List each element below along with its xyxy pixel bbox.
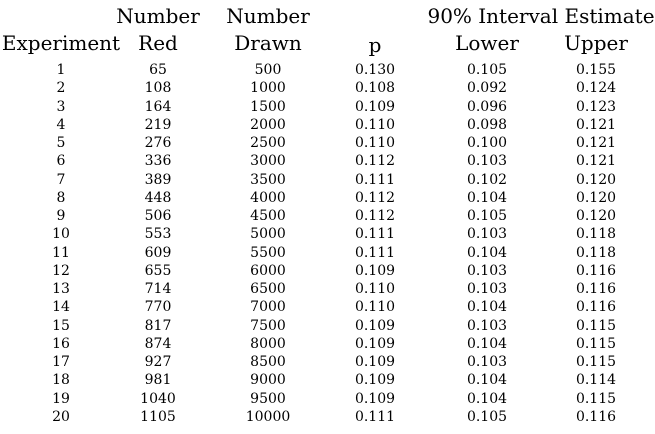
cell-lower: 0.103 — [466, 354, 508, 370]
header-interval-estimate: 90% Interval Estimate — [427, 4, 655, 28]
cell-p: 0.109 — [354, 262, 396, 279]
header-experiment: Experiment — [1, 31, 121, 55]
cell-experiment: 3 — [56, 98, 66, 115]
table-row — [0, 244, 655, 262]
cell-lower: 0.102 — [466, 171, 508, 188]
cell-upper: 0.115 — [575, 354, 617, 370]
cell-upper: 0.120 — [575, 208, 617, 224]
cell-experiment: 18 — [52, 372, 70, 389]
cell-upper: 0.118 — [575, 226, 617, 243]
table-row — [0, 207, 655, 225]
table-row — [0, 189, 655, 207]
cell-p: 0.109 — [354, 335, 396, 352]
cell-red: 164 — [144, 98, 172, 115]
header-upper: Upper — [564, 31, 628, 55]
cell-p: 0.109 — [354, 372, 396, 389]
cell-upper: 0.120 — [575, 171, 617, 188]
cell-experiment: 16 — [52, 335, 70, 352]
cell-p: 0.109 — [354, 354, 396, 370]
table-row — [0, 152, 655, 170]
cell-lower: 0.105 — [466, 208, 508, 224]
cell-drawn: 9000 — [250, 372, 286, 389]
table-row — [0, 408, 655, 426]
cell-drawn: 6000 — [250, 262, 286, 279]
cell-lower: 0.104 — [466, 335, 508, 352]
cell-drawn: 7500 — [250, 317, 286, 334]
cell-p: 0.110 — [354, 135, 396, 151]
cell-lower: 0.103 — [466, 153, 508, 170]
cell-p: 0.112 — [354, 189, 396, 206]
cell-red: 609 — [144, 244, 172, 261]
cell-experiment: 12 — [52, 262, 70, 279]
cell-lower: 0.104 — [466, 189, 508, 206]
cell-experiment: 6 — [56, 153, 66, 170]
cell-lower: 0.098 — [466, 116, 508, 133]
cell-p: 0.111 — [354, 226, 396, 243]
cell-upper: 0.121 — [575, 116, 617, 133]
cell-experiment: 10 — [52, 226, 70, 243]
table-row — [0, 390, 655, 408]
cell-red: 389 — [144, 171, 172, 188]
cell-upper: 0.121 — [575, 153, 617, 170]
cell-drawn: 7000 — [250, 299, 286, 316]
cell-p: 0.109 — [354, 390, 396, 407]
cell-red: 927 — [144, 354, 172, 370]
cell-lower: 0.104 — [466, 299, 508, 316]
cell-lower: 0.105 — [466, 408, 508, 425]
header-number-drawn-top: Number — [226, 4, 310, 28]
table-row — [0, 298, 655, 316]
table-row — [0, 79, 655, 97]
cell-upper: 0.116 — [575, 299, 617, 316]
cell-lower: 0.103 — [466, 317, 508, 334]
cell-experiment: 20 — [52, 408, 70, 425]
cell-upper: 0.120 — [575, 189, 617, 206]
cell-red: 276 — [144, 135, 172, 151]
cell-drawn: 10000 — [245, 408, 291, 425]
cell-drawn: 4500 — [250, 208, 286, 224]
cell-p: 0.109 — [354, 98, 396, 115]
cell-red: 108 — [144, 80, 172, 97]
cell-experiment: 2 — [56, 80, 66, 97]
header-number-red-top: Number — [116, 4, 200, 28]
cell-lower: 0.105 — [466, 62, 508, 78]
cell-drawn: 1000 — [250, 80, 286, 97]
table-row — [0, 317, 655, 335]
header-drawn: Drawn — [234, 31, 302, 55]
cell-drawn: 4000 — [250, 189, 286, 206]
cell-red: 219 — [144, 116, 172, 133]
cell-upper: 0.123 — [575, 98, 617, 115]
cell-red: 655 — [144, 262, 172, 279]
cell-drawn: 5500 — [250, 244, 286, 261]
cell-p: 0.109 — [354, 317, 396, 334]
cell-p: 0.111 — [354, 408, 396, 425]
header-lower: Lower — [455, 31, 519, 55]
cell-upper: 0.116 — [575, 262, 617, 279]
cell-experiment: 9 — [56, 208, 66, 224]
cell-p: 0.110 — [354, 116, 396, 133]
cell-p: 0.130 — [354, 62, 396, 78]
cell-upper: 0.116 — [575, 281, 617, 297]
cell-drawn: 2500 — [250, 135, 286, 151]
cell-drawn: 6500 — [250, 281, 286, 297]
cell-upper: 0.114 — [575, 372, 617, 389]
cell-red: 65 — [149, 62, 167, 78]
cell-p: 0.111 — [354, 171, 396, 188]
cell-upper: 0.124 — [575, 80, 617, 97]
cell-red: 506 — [144, 208, 172, 224]
cell-p: 0.110 — [354, 281, 396, 297]
cell-lower: 0.096 — [466, 98, 508, 115]
cell-lower: 0.104 — [466, 372, 508, 389]
cell-red: 770 — [144, 299, 172, 316]
table-row — [0, 225, 655, 243]
cell-drawn: 5000 — [250, 226, 286, 243]
cell-upper: 0.115 — [575, 390, 617, 407]
cell-drawn: 3000 — [250, 153, 286, 170]
cell-lower: 0.104 — [466, 390, 508, 407]
cell-lower: 0.103 — [466, 281, 508, 297]
cell-p: 0.110 — [354, 299, 396, 316]
cell-experiment: 11 — [52, 244, 70, 261]
cell-red: 874 — [144, 335, 172, 352]
cell-experiment: 14 — [52, 299, 70, 316]
table-row — [0, 61, 655, 79]
cell-upper: 0.115 — [575, 317, 617, 334]
cell-drawn: 500 — [254, 62, 282, 78]
table-row — [0, 262, 655, 280]
cell-experiment: 1 — [56, 62, 66, 78]
cell-upper: 0.155 — [575, 62, 617, 78]
table-row — [0, 335, 655, 353]
cell-experiment: 8 — [56, 189, 66, 206]
cell-drawn: 9500 — [250, 390, 286, 407]
cell-p: 0.111 — [354, 244, 396, 261]
table-body — [0, 61, 655, 426]
cell-drawn: 2000 — [250, 116, 286, 133]
table-row — [0, 134, 655, 152]
cell-red: 448 — [144, 189, 172, 206]
table-row — [0, 371, 655, 389]
cell-p: 0.108 — [354, 80, 396, 97]
cell-upper: 0.115 — [575, 335, 617, 352]
cell-p: 0.112 — [354, 153, 396, 170]
cell-lower: 0.100 — [466, 135, 508, 151]
cell-experiment: 5 — [56, 135, 66, 151]
cell-upper: 0.121 — [575, 135, 617, 151]
cell-experiment: 13 — [52, 281, 70, 297]
cell-red: 981 — [144, 372, 172, 389]
cell-lower: 0.103 — [466, 262, 508, 279]
cell-upper: 0.118 — [575, 244, 617, 261]
cell-lower: 0.092 — [466, 80, 508, 97]
cell-drawn: 8500 — [250, 354, 286, 370]
cell-red: 1040 — [140, 390, 176, 407]
cell-red: 714 — [144, 281, 172, 297]
cell-experiment: 4 — [56, 116, 66, 133]
cell-upper: 0.116 — [575, 408, 617, 425]
table-row — [0, 98, 655, 116]
cell-red: 553 — [144, 226, 172, 243]
table-row — [0, 280, 655, 298]
cell-red: 336 — [144, 153, 172, 170]
table-row — [0, 116, 655, 134]
cell-red: 1105 — [140, 408, 176, 425]
cell-experiment: 7 — [56, 171, 66, 188]
table-row — [0, 353, 655, 371]
header-p: p — [368, 33, 382, 57]
cell-experiment: 15 — [52, 317, 70, 334]
cell-lower: 0.104 — [466, 244, 508, 261]
header-red: Red — [138, 31, 178, 55]
cell-drawn: 8000 — [250, 335, 286, 352]
cell-drawn: 1500 — [250, 98, 286, 115]
table-row — [0, 171, 655, 189]
cell-experiment: 19 — [52, 390, 70, 407]
cell-experiment: 17 — [52, 354, 70, 370]
cell-red: 817 — [144, 317, 172, 334]
cell-p: 0.112 — [354, 208, 396, 224]
cell-lower: 0.103 — [466, 226, 508, 243]
cell-drawn: 3500 — [250, 171, 286, 188]
